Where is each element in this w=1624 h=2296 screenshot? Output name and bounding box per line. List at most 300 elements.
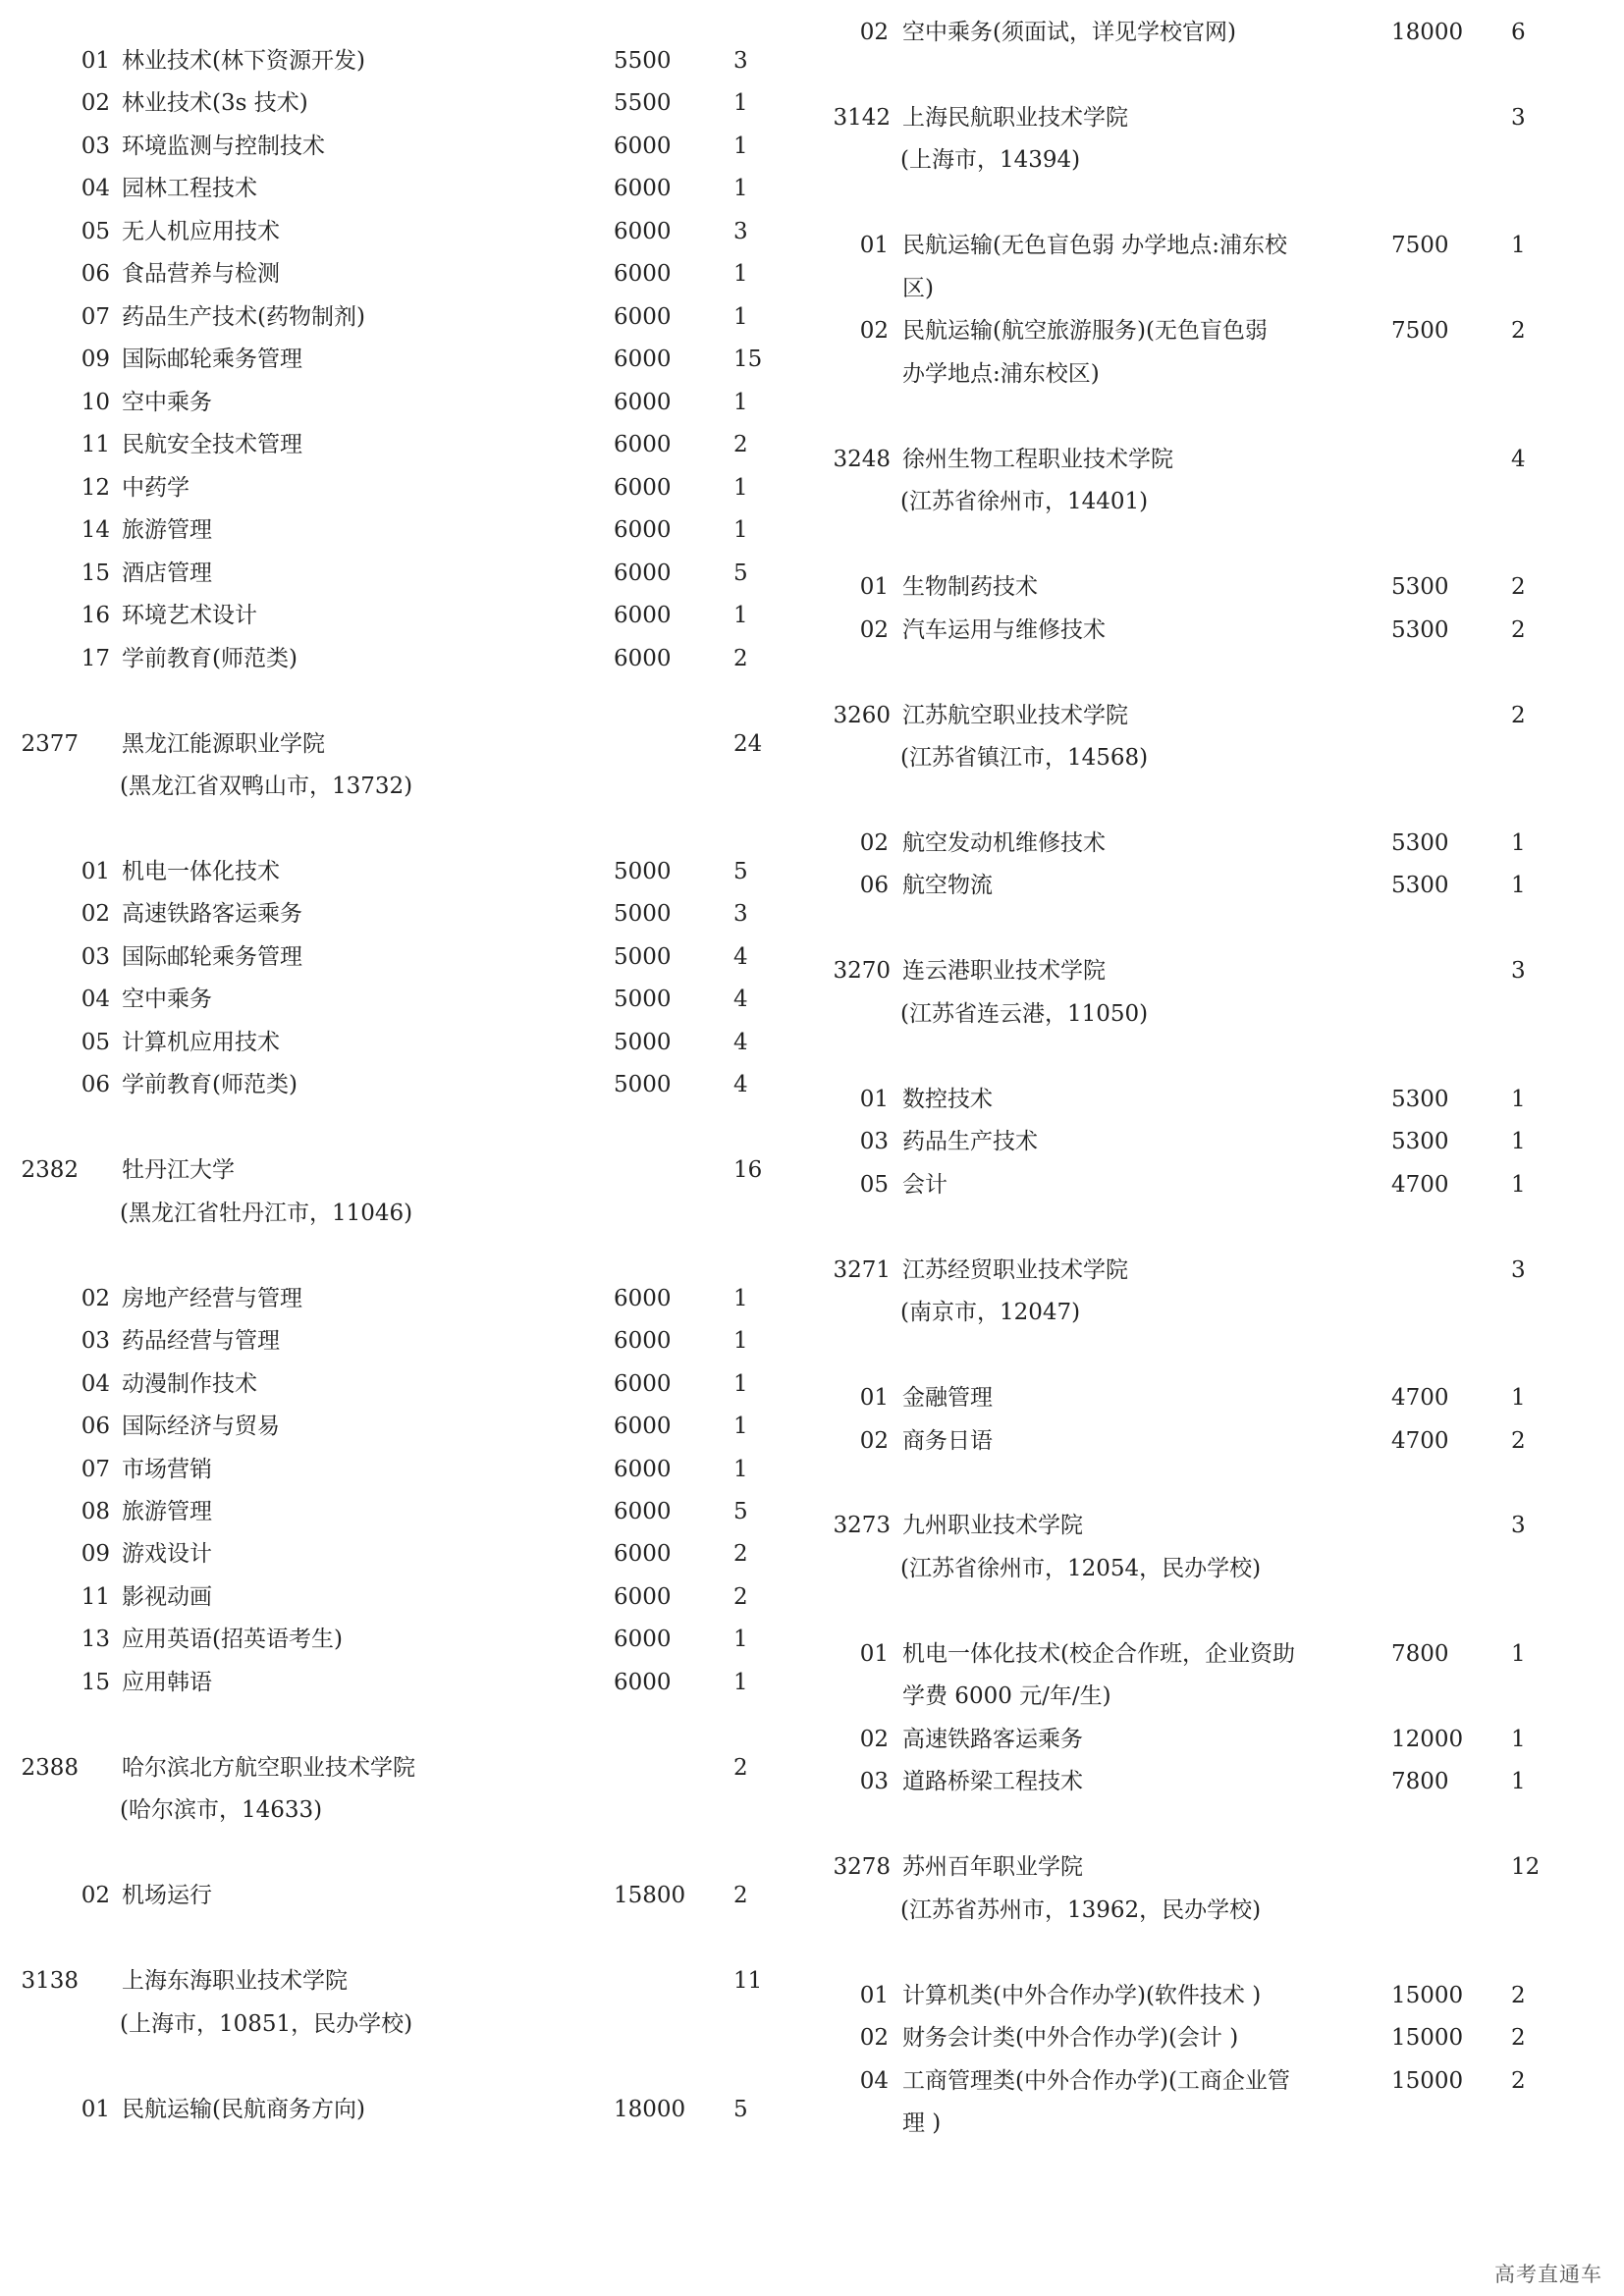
school-row: [0, 1959, 812, 2002]
tuition-fee: 6000: [614, 303, 672, 330]
school-code: 3260: [833, 702, 891, 728]
major-name: 财务会计类(中外合作办学)(会计 ): [902, 2025, 1239, 2052]
major-row: [0, 1532, 812, 1575]
school-name: 江苏航空职业技术学院: [902, 702, 1128, 728]
tuition-fee: 4700: [1391, 1171, 1449, 1198]
major-name: 计算机类(中外合作办学)(软件技术 ): [902, 1982, 1262, 2008]
major-name-continued: 理 ): [902, 2110, 942, 2137]
enrollment-count: 1: [733, 1456, 748, 1482]
major-name-continuation: [812, 267, 1624, 310]
major-code: 02: [859, 1726, 889, 1752]
tuition-fee: 6000: [614, 1370, 672, 1397]
major-code: 07: [81, 303, 110, 330]
enrollment-count: 1: [1511, 1171, 1526, 1198]
major-name: 应用英语(招英语考生): [122, 1627, 343, 1653]
tuition-fee: 6000: [614, 1669, 672, 1695]
school-total-count: 16: [733, 1157, 763, 1184]
major-code: 04: [81, 987, 110, 1013]
school-location-row: [812, 1547, 1624, 1590]
major-row: [812, 1632, 1624, 1676]
major-code: 09: [81, 347, 110, 373]
tuition-fee: 6000: [614, 432, 672, 458]
tuition-fee: 6000: [614, 1456, 672, 1482]
enrollment-count: 1: [1511, 1385, 1526, 1412]
enrollment-count: 1: [733, 1414, 748, 1440]
major-row: [812, 2059, 1624, 2103]
enrollment-count: 2: [1511, 574, 1526, 601]
major-name: 民航安全技术管理: [122, 432, 302, 458]
school-location: (上海市，14394): [900, 147, 1081, 174]
school-location: (江苏省苏州市，13962，民办学校): [900, 1896, 1262, 1923]
tuition-fee: 15000: [1391, 2025, 1464, 2052]
school-location: (江苏省镇江市，14568): [900, 744, 1149, 771]
enrollment-count: 1: [1511, 1769, 1526, 1795]
school-location: (上海市，10851，民办学校): [120, 2010, 413, 2037]
major-row: [0, 381, 812, 424]
major-code: 01: [859, 574, 889, 601]
school-location-row: [812, 992, 1624, 1036]
tuition-fee: 7800: [1391, 1640, 1449, 1667]
major-name: 道路桥梁工程技术: [902, 1769, 1083, 1795]
major-code: 05: [81, 218, 110, 244]
major-name-continued: 办学地点:浦东校区): [902, 360, 1100, 387]
major-code: 06: [81, 1414, 110, 1440]
major-name: 高速铁路客运乘务: [902, 1726, 1083, 1752]
major-name: 金融管理: [902, 1385, 993, 1412]
tuition-fee: 18000: [1391, 20, 1464, 45]
major-name: 高速铁路客运乘务: [122, 901, 302, 928]
major-name: 游戏设计: [122, 1541, 212, 1568]
enrollment-count: 1: [733, 1285, 748, 1311]
school-total-count: 12: [1511, 1854, 1541, 1881]
major-code: 02: [81, 1285, 110, 1311]
major-name: 工商管理类(中外合作办学)(工商企业管: [902, 2067, 1290, 2094]
tuition-fee: 6000: [614, 389, 672, 415]
major-name: 会计: [902, 1171, 947, 1198]
major-row: [0, 978, 812, 1021]
tuition-fee: 7500: [1391, 233, 1449, 259]
major-code: 01: [859, 1086, 889, 1112]
major-row: [0, 1021, 812, 1064]
school-total-count: 2: [733, 1754, 748, 1781]
enrollment-count: 1: [733, 176, 748, 202]
major-name-continuation: [812, 352, 1624, 396]
major-name: 国际经济与贸易: [122, 1414, 280, 1440]
school-row: [812, 1845, 1624, 1889]
tuition-fee: 6000: [614, 1285, 672, 1311]
major-row: [0, 1490, 812, 1533]
major-name: 影视动画: [122, 1583, 212, 1610]
tuition-fee: 15800: [614, 1883, 686, 1909]
enrollment-count: 1: [733, 603, 748, 629]
major-code: 17: [81, 645, 110, 671]
major-row: [0, 81, 812, 125]
major-row: [812, 864, 1624, 907]
enrollment-count: 1: [733, 1669, 748, 1695]
major-code: 03: [859, 1769, 889, 1795]
major-row: [0, 210, 812, 253]
major-code: 04: [859, 2067, 889, 2094]
enrollment-count: 2: [1511, 318, 1526, 345]
tuition-fee: 6000: [614, 347, 672, 373]
major-name-continued: 区): [902, 275, 934, 301]
major-name: 林业技术(林下资源开发): [122, 48, 365, 74]
school-row: [0, 1746, 812, 1789]
major-row: [0, 423, 812, 466]
major-row: [0, 1661, 812, 1704]
school-row: [812, 694, 1624, 737]
enrollment-count: 2: [733, 1883, 748, 1909]
major-name: 食品营养与检测: [122, 261, 280, 288]
school-total-count: 3: [1511, 1513, 1526, 1539]
major-name: 林业技术(3s 技术): [122, 90, 308, 117]
tuition-fee: 6000: [614, 603, 672, 629]
major-row: [812, 11, 1624, 54]
school-row: [812, 96, 1624, 139]
tuition-fee: 4700: [1391, 1385, 1449, 1412]
school-location: (江苏省连云港，11050): [900, 1000, 1149, 1027]
tuition-fee: 5500: [614, 90, 672, 117]
major-name: 环境艺术设计: [122, 603, 257, 629]
school-row: [812, 438, 1624, 481]
major-name: 机场运行: [122, 1883, 212, 1909]
school-total-count: 2: [1511, 702, 1526, 728]
school-code: 2388: [21, 1754, 79, 1781]
major-code: 05: [859, 1171, 889, 1198]
enrollment-count: 1: [733, 133, 748, 159]
school-location: (黑龙江省牡丹江市，11046): [120, 1200, 413, 1226]
major-code: 04: [81, 1370, 110, 1397]
school-location-row: [812, 1291, 1624, 1334]
major-name: 民航运输(无色盲色弱 办学地点:浦东校: [902, 233, 1288, 259]
major-row: [812, 309, 1624, 352]
school-total-count: 3: [1511, 104, 1526, 131]
school-code: 2382: [21, 1157, 79, 1184]
watermark: 高考直通车: [1494, 2263, 1602, 2286]
school-total-count: 11: [733, 1968, 763, 1995]
enrollment-count: 4: [733, 987, 748, 1013]
school-total-count: 3: [1511, 1256, 1526, 1283]
tuition-fee: 5300: [1391, 1086, 1449, 1112]
major-name: 药品生产技术(药物制剂): [122, 303, 365, 330]
major-row: [0, 1618, 812, 1661]
major-name: 学前教育(师范类): [122, 645, 298, 671]
tuition-fee: 6000: [614, 176, 672, 202]
major-code: 04: [81, 176, 110, 202]
enrollment-count: 1: [1511, 1640, 1526, 1667]
tuition-fee: 6000: [614, 1583, 672, 1610]
tuition-fee: 6000: [614, 1498, 672, 1524]
major-row: [0, 295, 812, 339]
tuition-fee: 7800: [1391, 1769, 1449, 1795]
major-code: 02: [859, 2025, 889, 2052]
major-row: [0, 892, 812, 935]
major-row: [812, 2016, 1624, 2059]
school-code: 3273: [833, 1513, 891, 1539]
enrollment-count: 6: [1511, 20, 1526, 45]
school-code: 3278: [833, 1854, 891, 1881]
major-name: 无人机应用技术: [122, 218, 280, 244]
enrollment-count: 5: [733, 2096, 748, 2122]
major-code: 01: [859, 1640, 889, 1667]
major-code: 12: [81, 474, 110, 501]
tuition-fee: 12000: [1391, 1726, 1464, 1752]
school-row: [812, 1504, 1624, 1547]
major-row: [0, 252, 812, 295]
tuition-fee: 5300: [1391, 574, 1449, 601]
enrollment-count: 2: [1511, 1982, 1526, 2008]
major-code: 15: [81, 1669, 110, 1695]
major-row: [0, 1448, 812, 1491]
major-code: 06: [859, 873, 889, 899]
major-name: 园林工程技术: [122, 176, 257, 202]
major-name: 民航运输(航空旅游服务)(无色盲色弱: [902, 318, 1268, 345]
school-location: (江苏省徐州市，14401): [900, 489, 1149, 515]
major-name: 航空物流: [902, 873, 993, 899]
tuition-fee: 6000: [614, 645, 672, 671]
major-name: 机电一体化技术: [122, 858, 280, 884]
tuition-fee: 6000: [614, 560, 672, 586]
school-location: (哈尔滨市，14633): [120, 1797, 323, 1824]
tuition-fee: 15000: [1391, 2067, 1464, 2094]
school-name: 九州职业技术学院: [902, 1513, 1083, 1539]
school-name: 苏州百年职业学院: [902, 1854, 1083, 1881]
enrollment-count: 3: [733, 901, 748, 928]
major-row: [812, 1760, 1624, 1803]
major-row: [0, 1575, 812, 1619]
enrollment-count: 3: [733, 218, 748, 244]
tuition-fee: 5300: [1391, 1129, 1449, 1155]
tuition-fee: 6000: [614, 261, 672, 288]
major-row: [812, 822, 1624, 865]
enrollment-count: 2: [1511, 1427, 1526, 1454]
school-location-row: [812, 480, 1624, 523]
school-location: (南京市，12047): [900, 1300, 1081, 1326]
school-location-row: [0, 1192, 812, 1235]
school-row: [812, 1249, 1624, 1292]
major-row: [812, 1120, 1624, 1163]
major-row: [0, 552, 812, 595]
school-code: 3248: [833, 446, 891, 472]
major-name: 房地产经营与管理: [122, 1285, 302, 1311]
tuition-fee: 6000: [614, 474, 672, 501]
major-name: 应用韩语: [122, 1669, 212, 1695]
major-row: [0, 466, 812, 509]
major-row: [0, 2088, 812, 2131]
enrollment-count: 2: [1511, 2067, 1526, 2094]
tuition-fee: 6000: [614, 1328, 672, 1355]
enrollment-count: 2: [733, 432, 748, 458]
school-name: 牡丹江大学: [122, 1157, 235, 1184]
enrollment-count: 1: [1511, 1086, 1526, 1112]
tuition-fee: 6000: [614, 1414, 672, 1440]
major-code: 01: [81, 2096, 110, 2122]
enrollment-count: 2: [1511, 2025, 1526, 2052]
tuition-fee: 15000: [1391, 1982, 1464, 2008]
school-row: [0, 1148, 812, 1192]
school-location-row: [812, 736, 1624, 779]
enrollment-count: 4: [733, 943, 748, 970]
major-name: 国际邮轮乘务管理: [122, 347, 302, 373]
major-row: [0, 338, 812, 381]
school-name: 哈尔滨北方航空职业技术学院: [122, 1754, 415, 1781]
major-name: 旅游管理: [122, 517, 212, 544]
major-name: 数控技术: [902, 1086, 993, 1112]
major-name: 药品生产技术: [902, 1129, 1038, 1155]
tuition-fee: 6000: [614, 1627, 672, 1653]
major-name: 空中乘务: [122, 987, 212, 1013]
school-location-row: [812, 1889, 1624, 1932]
school-code: 2377: [21, 730, 79, 757]
major-row: [812, 1078, 1624, 1121]
major-row: [0, 125, 812, 168]
major-name: 民航运输(民航商务方向): [122, 2096, 365, 2122]
tuition-fee: 5000: [614, 858, 672, 884]
major-row: [0, 637, 812, 680]
tuition-fee: 5000: [614, 987, 672, 1013]
school-location-row: [0, 1789, 812, 1832]
major-code: 02: [859, 616, 889, 643]
enrollment-count: 1: [1511, 233, 1526, 259]
enrollment-count: 1: [1511, 1129, 1526, 1155]
major-code: 06: [81, 1072, 110, 1098]
major-name: 汽车运用与维修技术: [902, 616, 1106, 643]
school-name: 上海民航职业技术学院: [902, 104, 1128, 131]
tuition-fee: 6000: [614, 218, 672, 244]
enrollment-count: 1: [733, 303, 748, 330]
tuition-fee: 6000: [614, 133, 672, 159]
major-code: 02: [859, 829, 889, 856]
major-row: [0, 1874, 812, 1917]
tuition-fee: 5300: [1391, 616, 1449, 643]
major-name: 药品经营与管理: [122, 1328, 280, 1355]
major-name: 学前教育(师范类): [122, 1072, 298, 1098]
major-code: 10: [81, 389, 110, 415]
enrollment-count: 15: [733, 347, 763, 373]
major-row: [0, 1405, 812, 1448]
tuition-fee: 5300: [1391, 873, 1449, 899]
major-code: 07: [81, 1456, 110, 1482]
school-total-count: 4: [1511, 446, 1526, 472]
major-name: 市场营销: [122, 1456, 212, 1482]
major-name: 航空发动机维修技术: [902, 829, 1106, 856]
major-code: 06: [81, 261, 110, 288]
major-code: 03: [81, 133, 110, 159]
major-code: 02: [81, 90, 110, 117]
major-code: 09: [81, 1541, 110, 1568]
major-code: 02: [859, 318, 889, 345]
enrollment-count: 2: [1511, 616, 1526, 643]
enrollment-count: 2: [733, 1583, 748, 1610]
enrollment-count: 1: [1511, 829, 1526, 856]
enrollment-count: 1: [733, 517, 748, 544]
major-code: 11: [81, 1583, 110, 1610]
tuition-fee: 6000: [614, 1541, 672, 1568]
major-row: [0, 1277, 812, 1320]
school-location-row: [812, 138, 1624, 182]
school-name: 徐州生物工程职业技术学院: [902, 446, 1173, 472]
enrollment-count: 1: [733, 261, 748, 288]
enrollment-count: 1: [733, 1627, 748, 1653]
school-row: [0, 722, 812, 766]
major-code: 01: [81, 858, 110, 884]
school-code: 3138: [21, 1968, 79, 1995]
major-name: 机电一体化技术(校企合作班，企业资助: [902, 1640, 1295, 1667]
tuition-fee: 4700: [1391, 1427, 1449, 1454]
school-name: 江苏经贸职业技术学院: [902, 1256, 1128, 1283]
tuition-fee: 5000: [614, 1072, 672, 1098]
major-name-continued: 学费 6000 元/年/生): [902, 1683, 1111, 1710]
school-total-count: 24: [733, 730, 763, 757]
major-row: [812, 1163, 1624, 1206]
school-code: 3142: [833, 104, 891, 131]
major-row: [812, 1376, 1624, 1419]
major-name: 环境监测与控制技术: [122, 133, 325, 159]
school-row: [812, 949, 1624, 992]
major-code: 08: [81, 1498, 110, 1524]
major-name-continuation: [812, 1675, 1624, 1718]
major-code: 05: [81, 1029, 110, 1055]
major-row: [0, 935, 812, 979]
school-code: 3270: [833, 958, 891, 985]
major-code: 03: [81, 943, 110, 970]
enrollment-count: 1: [1511, 873, 1526, 899]
major-row: [812, 1718, 1624, 1761]
major-code: 14: [81, 517, 110, 544]
major-row: [812, 609, 1624, 652]
tuition-fee: 5300: [1391, 829, 1449, 856]
major-code: 01: [859, 233, 889, 259]
major-code: 15: [81, 560, 110, 586]
major-name: 国际邮轮乘务管理: [122, 943, 302, 970]
enrollment-count: 5: [733, 560, 748, 586]
major-code: 02: [81, 901, 110, 928]
major-name: 空中乘务(须面试，详见学校官网): [902, 20, 1236, 45]
major-row: [812, 1974, 1624, 2017]
major-row: [0, 508, 812, 552]
tuition-fee: 18000: [614, 2096, 686, 2122]
enrollment-count: 1: [733, 389, 748, 415]
major-row: [0, 1063, 812, 1106]
tuition-fee: 5500: [614, 48, 672, 74]
enrollment-count: 4: [733, 1072, 748, 1098]
enrollment-count: 3: [733, 48, 748, 74]
major-name: 空中乘务: [122, 389, 212, 415]
enrollment-count: 1: [733, 1370, 748, 1397]
major-code: 03: [81, 1328, 110, 1355]
tuition-fee: 6000: [614, 517, 672, 544]
enrollment-count: 1: [733, 474, 748, 501]
major-code: 02: [859, 1427, 889, 1454]
school-location: (江苏省徐州市，12054，民办学校): [900, 1555, 1262, 1581]
major-code: 02: [859, 20, 889, 45]
enrollment-count: 2: [733, 645, 748, 671]
school-name: 连云港职业技术学院: [902, 958, 1106, 985]
major-row: [0, 167, 812, 210]
school-location: (黑龙江省双鸭山市，13732): [120, 773, 413, 799]
school-location-row: [0, 765, 812, 808]
major-name: 计算机应用技术: [122, 1029, 280, 1055]
major-row: [812, 1419, 1624, 1463]
enrollment-count: 1: [733, 1328, 748, 1355]
enrollment-count: 1: [1511, 1726, 1526, 1752]
enrollment-count: 2: [733, 1541, 748, 1568]
enrollment-count: 5: [733, 858, 748, 884]
major-code: 03: [859, 1129, 889, 1155]
school-name: 黑龙江能源职业学院: [122, 730, 325, 757]
major-row: [0, 850, 812, 893]
school-total-count: 3: [1511, 958, 1526, 985]
